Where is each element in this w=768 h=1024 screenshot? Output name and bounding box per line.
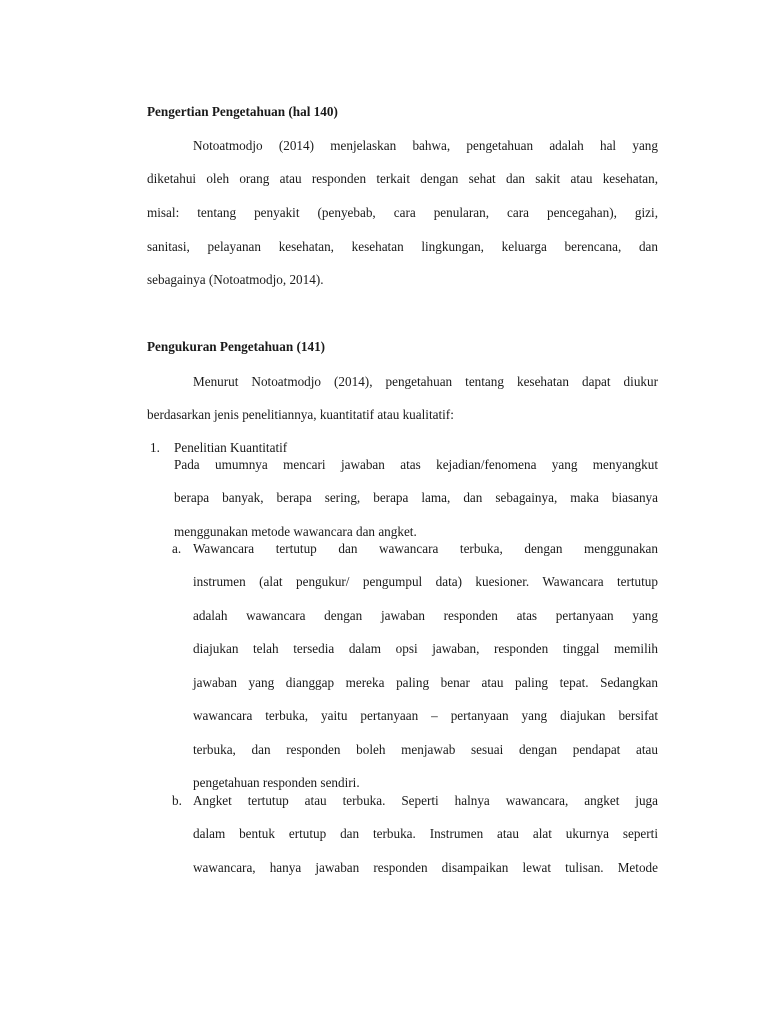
sub-list-line: dalam bentuk ertutup dan terbuka. Instrumen atau alat ukurnya seperti [193, 826, 658, 841]
sub-list-line: adalah wawancara dengan jawaban responden atas pertanyaan yang [193, 608, 658, 623]
paragraph-line: misal: tentang penyakit (penyebab, cara penularan, cara pencegahan), gizi, [147, 205, 658, 220]
list-line: berapa banyak, berapa sering, berapa lama, dan sebagainya, maka biasanya [174, 490, 658, 505]
list-line: Pada umumnya mencari jawaban atas kejadian/fenomena yang menyangkut [174, 457, 658, 472]
sub-list-line: Angket tertutup atau terbuka. Seperti halnya wawancara, angket juga [193, 793, 658, 808]
sub-list-line: Wawancara tertutup dan wawancara terbuka, dengan menggunakan [193, 541, 658, 556]
heading-pengertian: Pengertian Pengetahuan (hal 140) [147, 104, 338, 119]
list-title: Penelitian Kuantitatif [174, 440, 288, 455]
paragraph-line: Menurut Notoatmodjo (2014), pengetahuan tentang kesehatan dapat diukur [193, 374, 658, 389]
paragraph-line: sanitasi, pelayanan kesehatan, kesehatan lingkungan, keluarga berencana, dan [147, 239, 658, 254]
paragraph-line: berdasarkan jenis penelitiannya, kuantitatif atau kualitatif: [147, 407, 454, 422]
list-marker: 1. [150, 440, 160, 455]
sub-list-line: wawancara terbuka, yaitu pertanyaan – pertanyaan yang diajukan bersifat [193, 708, 658, 723]
list-line: menggunakan metode wawancara dan angket. [174, 524, 417, 539]
paragraph-line: sebagainya (Notoatmodjo, 2014). [147, 272, 324, 287]
sub-list-line: jawaban yang dianggap mereka paling benar atau paling tepat. Sedangkan [193, 675, 658, 690]
paragraph-line: Notoatmodjo (2014) menjelaskan bahwa, pengetahuan adalah hal yang [193, 138, 658, 153]
sub-list-line: terbuka, dan responden boleh menjawab sesuai dengan pendapat atau [193, 742, 658, 757]
heading-pengukuran: Pengukuran Pengetahuan (141) [147, 339, 326, 354]
sub-list-marker-b: b. [172, 793, 182, 808]
sub-list-line: instrumen (alat pengukur/ pengumpul data) kuesioner. Wawancara tertutup [193, 574, 658, 589]
paragraph-line: diketahui oleh orang atau responden terkait dengan sehat dan sakit atau kesehatan, [147, 171, 658, 186]
sub-list-line: pengetahuan responden sendiri. [193, 775, 360, 790]
sub-list-line: diajukan telah tersedia dalam opsi jawaban, responden tinggal memilih [193, 641, 658, 656]
sub-list-line: wawancara, hanya jawaban responden disampaikan lewat tulisan. Metode [193, 860, 658, 875]
sub-list-marker-a: a. [172, 541, 182, 556]
